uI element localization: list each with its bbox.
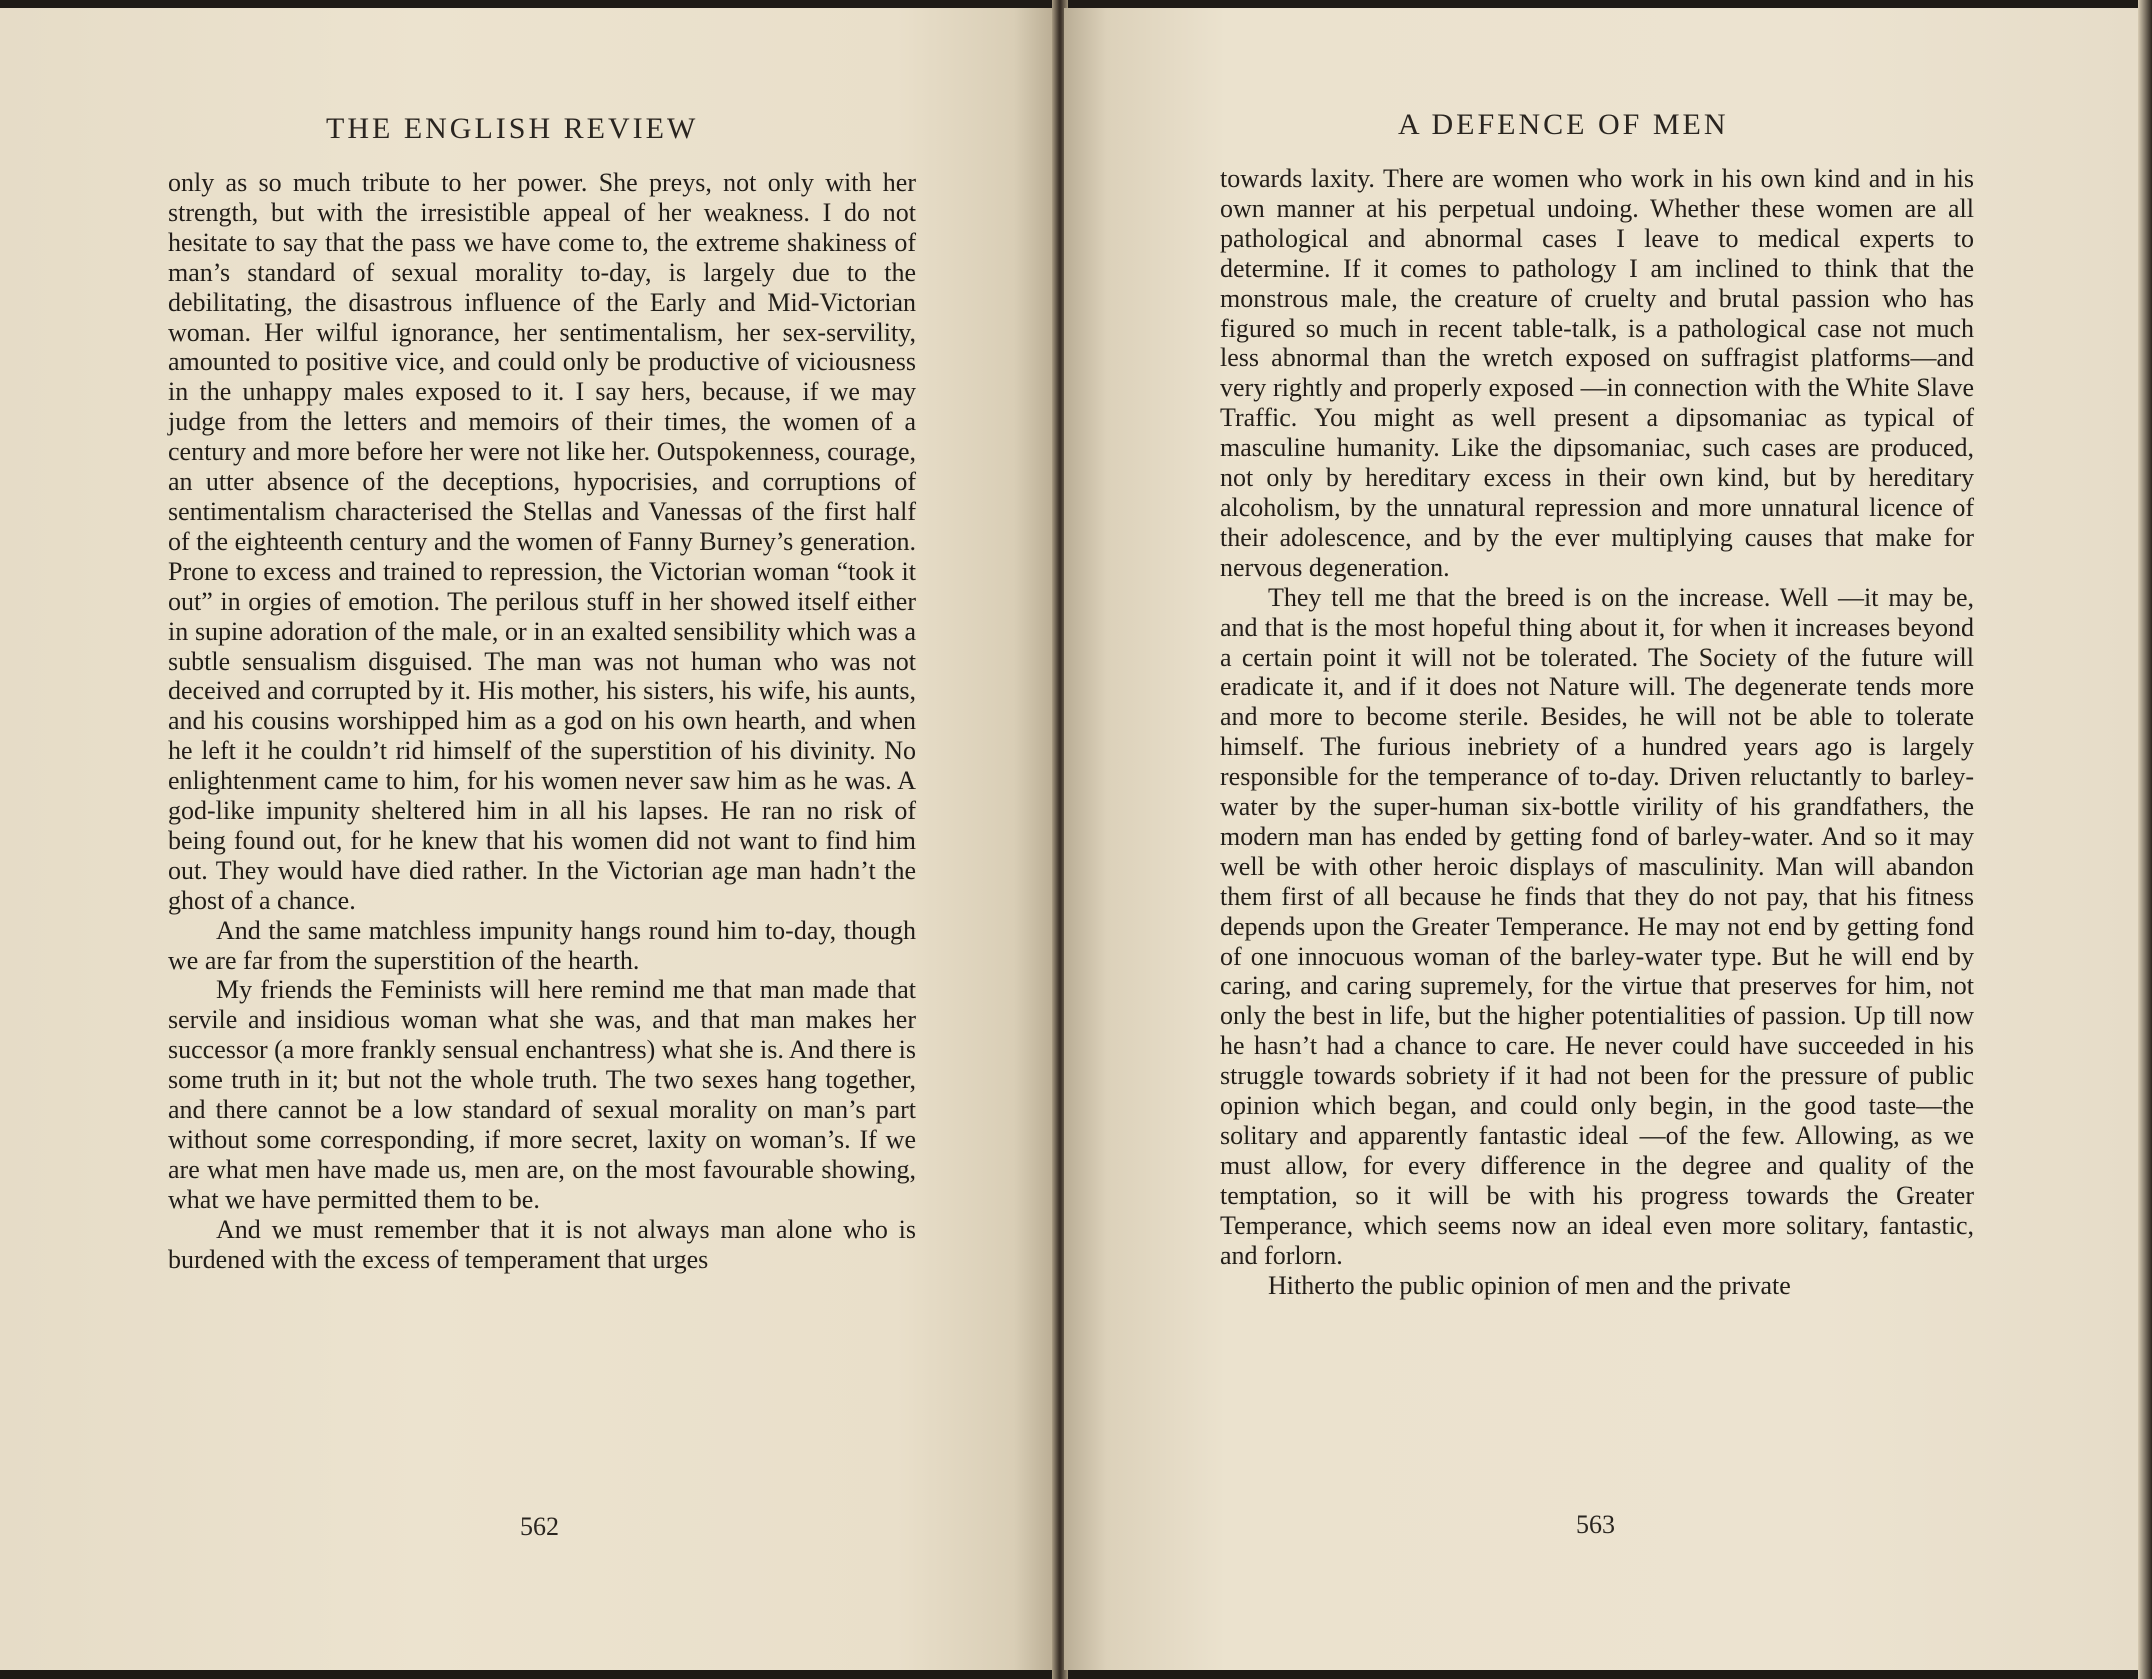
- running-head: A DEFENCE OF MEN: [1398, 108, 1729, 141]
- paragraph: towards laxity. There are women who work in his own kind and in his own manner at his perpetual undoing. Whether these women are all pathological and abnormal cases I leave to medical experts to determine. If it comes to pathology I am inclined to think that the monstrous male, the creature of cruelty and brutal passion who has figured so much in recent table-talk, is a pathological case not much less abnormal than the wretch exposed on suffragist platforms—and very rightly and properly exposed —in connection with the White Slave Traffic. You might as well present a dipsomaniac as typical of masculine humanity. Like the dipsomaniac, such cases are produced, not only by hereditary excess in their own kind, but by hereditary alcoholism, by the unnatural repression and more unnatural licence of their adolescence, and by the ever multiplying causes that make for nervous degeneration.: [1220, 164, 1974, 582]
- page-edge: [2138, 0, 2152, 1679]
- paragraph: Hitherto the public opinion of men and the private: [1268, 1270, 1791, 1300]
- page-number: 563: [1576, 1510, 1615, 1539]
- paragraph: My friends the Feminists will here remind me that man made that servile and insidious woman what she was, and that man makes her successor (a more frankly sensual enchantress) what she is. And there is some truth in it; but not the whole truth. The two sexes hang together, and there cannot be a low standard of sexual morality on man’s part without some corresponding, if more secret, laxity on woman’s. If we are what men have made us, men are, on the most favourable showing, what we have permitted them to be.: [168, 975, 916, 1214]
- running-head: THE ENGLISH REVIEW: [326, 112, 699, 145]
- paragraph: And the same matchless impunity hangs round him to-day, though we are far from the superstition of the hearth.: [168, 915, 916, 975]
- right-page: [1064, 8, 2142, 1670]
- paragraph: They tell me that the breed is on the increase. Well —it may be, and that is the most hopeful thing about it, for when it increases beyond a certain point it will not be tolerated. The Society of the future will eradicate it, and if it does not Nature will. The degenerate tends more and more to become sterile. Besides, he will not be able to tolerate himself. The furious inebriety of a hundred years ago is largely responsible for the temperance of to-day. Driven reluctantly to barley-water by the super-human six-bottle virility of his grandfathers, the modern man has ended by getting fond of barley-water. And so it may well be with other heroic displays of masculinity. Man will abandon them first of all because he finds that they do not pay, that his fitness depends upon the Greater Temperance. He may not end by getting fond of one innocuous woman of the barley-water type. But he will end by caring, and caring supremely, for the virtue that preserves for him, not only the best in life, but the higher potentialities of passion. Up till now he hasn’t had a chance to care. He never could have succeeded in his struggle towards sobriety if it had not been for the pressure of public opinion which began, and could only begin, in the good taste—the solitary and apparently fantastic ideal —of the few. Allowing, as we must allow, for every difference in the degree and quality of the temptation, so it will be with his progress towards the Greater Temperance, which seems now an ideal even more solitary, fantastic, and forlorn.: [1220, 582, 1974, 1270]
- page-number: 562: [520, 1512, 559, 1541]
- paragraph: And we must remember that it is not always man alone who is burdened with the excess of temperament that urges: [168, 1214, 916, 1274]
- body-text: [1220, 164, 1974, 1300]
- paragraph: only as so much tribute to her power. She preys, not only with her strength, but with the irresistible appeal of her weakness. I do not hesitate to say that the pass we have come to, the extreme shakiness of man’s standard of sexual morality to-day, is largely due to the debilitating, the disastrous influence of the Early and Mid-Victorian woman. Her wilful ignorance, her sentimentalism, her sex-servility, amounted to positive vice, and could only be productive of viciousness in the unhappy males exposed to it. I say hers, because, if we may judge from the letters and memoirs of their times, the women of a century and more before her were not like her. Outspokenness, courage, an utter absence of the deceptions, hypocrisies, and corruptions of sentimentalism characterised the Stellas and Vanessas of the first half of the eighteenth century and the women of Fanny Burney’s generation. Prone to excess and trained to repression, the Victorian woman “took it out” in orgies of emotion. The perilous stuff in her showed itself either in supine adoration of the male, or in an exalted sensibility which was a subtle sensualism disguised. The man was not human who was not deceived and corrupted by it. His mother, his sisters, his wife, his aunts, and his cousins worshipped him as a god on his own hearth, and when he left it he couldn’t rid himself of the superstition of his divinity. No enlightenment came to him, for his women never saw him as he was. A god-like impunity sheltered him in all his lapses. He ran no risk of being found out, for he knew that his women did not want to find him out. They would have died rather. In the Victorian age man hadn’t the ghost of a chance.: [168, 168, 916, 915]
- left-page: [0, 8, 1056, 1670]
- body-text: [168, 168, 916, 1275]
